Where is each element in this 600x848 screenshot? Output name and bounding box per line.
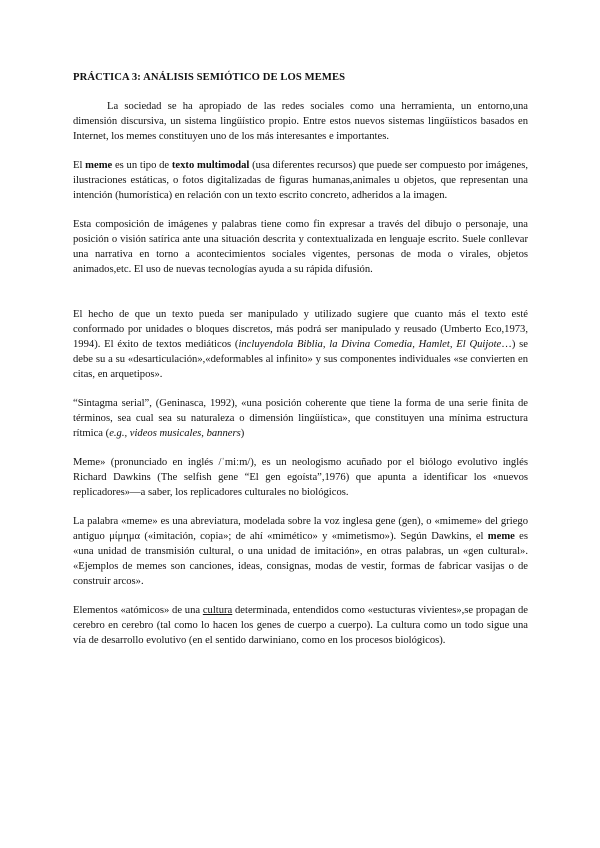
bold-term-multimodal: texto multimodal bbox=[171, 160, 250, 171]
paragraph-etymology bbox=[73, 514, 528, 589]
italic-examples: e.g., videos musicales, banners bbox=[109, 428, 241, 439]
text-run: es «una unidad de transmisión cultural, o una unidad de imitación», en otras palabras, un «gen cultural». «Ejemplos de memes son canciones, ideas, consignas, modas de vestir, formas de fabricar vasijas o de construir arcos». bbox=[73, 531, 528, 587]
bold-term-meme: meme bbox=[487, 531, 515, 542]
text-run: “Sintagma serial”, (Geninasca, 1992), «una posición coherente que tiene la forma de una serie finita de términos, sea cual sea su naturaleza o dimensión lingüística», que constituyen una mínima estructura rítmica ( bbox=[73, 398, 528, 439]
paragraph-intro: La sociedad se ha apropiado de las redes sociales como una herramienta, un entorno,una dimensión discursiva, un sistema lingüístico propio. Entre estos nuevos sistemas lingüísticos basados en Internet, los memes constituyen uno de los más interesantes e importantes. bbox=[73, 101, 528, 142]
bold-term-meme: meme bbox=[85, 160, 113, 171]
text-run: El hecho de que un texto pueda ser manipulado y utilizado sugiere que cuanto más el texto esté conformado por unidades o bloques discretos, más podrá ser manipulado y reusado (Umberto Eco,1973, 1994). El éxito de textos mediáticos ( bbox=[73, 309, 528, 350]
document-title: PRÁCTICA 3: ANÁLISIS SEMIÓTICO DE LOS MEMES bbox=[73, 72, 346, 83]
text-run: es un tipo de bbox=[112, 160, 172, 171]
text-run: …) se debe su a su «desarticulación»,«deformables al infinito» y sus componentes individuales «se convierten en citas, en arquetipos». bbox=[73, 339, 528, 380]
text-run: La palabra «meme» es una abreviatura, modelada sobre la voz inglesa gene (gen), o «mimeme» del griego antiguo μίμημα («imitación, copia»; de ahí «mimético» y «mimetismo»). Según Dawkins, el bbox=[73, 516, 528, 542]
text-run: (usa diferentes recursos) que puede ser compuesto por imágenes, ilustraciones estáticas, o fotos digitalizadas de figuras humanas,animales u objetos, que representan una intención (humorística) en relación con un texto escrito concreto, adheridos a la imagen. bbox=[73, 160, 528, 201]
text-run: ) bbox=[240, 428, 245, 439]
paragraph-meme-definition bbox=[73, 158, 528, 203]
paragraph-manipulation bbox=[73, 307, 528, 382]
text-run: determinada, entendidos como «estucturas vivientes»,se propagan de cerebro en cerebro (tal como lo hacen los genes de cuerpo a cuerpo). La cultura como un todo sigue una vía de desarrollo evolutivo (en el sentido darwiniano, como en los procesos biológicos). bbox=[73, 605, 528, 646]
italic-examples: incluyendola Biblia, la Divina Comedia, Hamlet, El Quijote bbox=[238, 339, 502, 350]
text-run: El bbox=[73, 160, 86, 171]
paragraph-sintagma bbox=[73, 396, 528, 441]
underlined-term-cultura: cultura bbox=[202, 605, 233, 616]
paragraph-composition: Esta composición de imágenes y palabras tiene como fin expresar a través del dibujo o personaje, una posición o visión satírica ante una situación descrita y contextualizada en lenguaje escrito. Suele conllevar una narrativa en torno a acontecimientos sociales vigentes, personas de moda o virales, objetos animados,etc. El uso de nuevas tecnologías ayuda a su rápida difusión. bbox=[73, 219, 528, 275]
text-run: Elementos «atómicos» de una bbox=[73, 605, 203, 616]
document-page bbox=[73, 70, 528, 648]
paragraph-dawkins: Meme» (pronunciado en inglés /ˈmiːm/), es un neologismo acuñado por el biólogo evolutivo inglés Richard Dawkins (The selfish gene “El gen egoísta”,1976) que apunta a identificar los «nuevos replicadores»—a saber, los replicadores culturales no biológicos. bbox=[73, 457, 528, 498]
paragraph-culture bbox=[73, 603, 528, 648]
